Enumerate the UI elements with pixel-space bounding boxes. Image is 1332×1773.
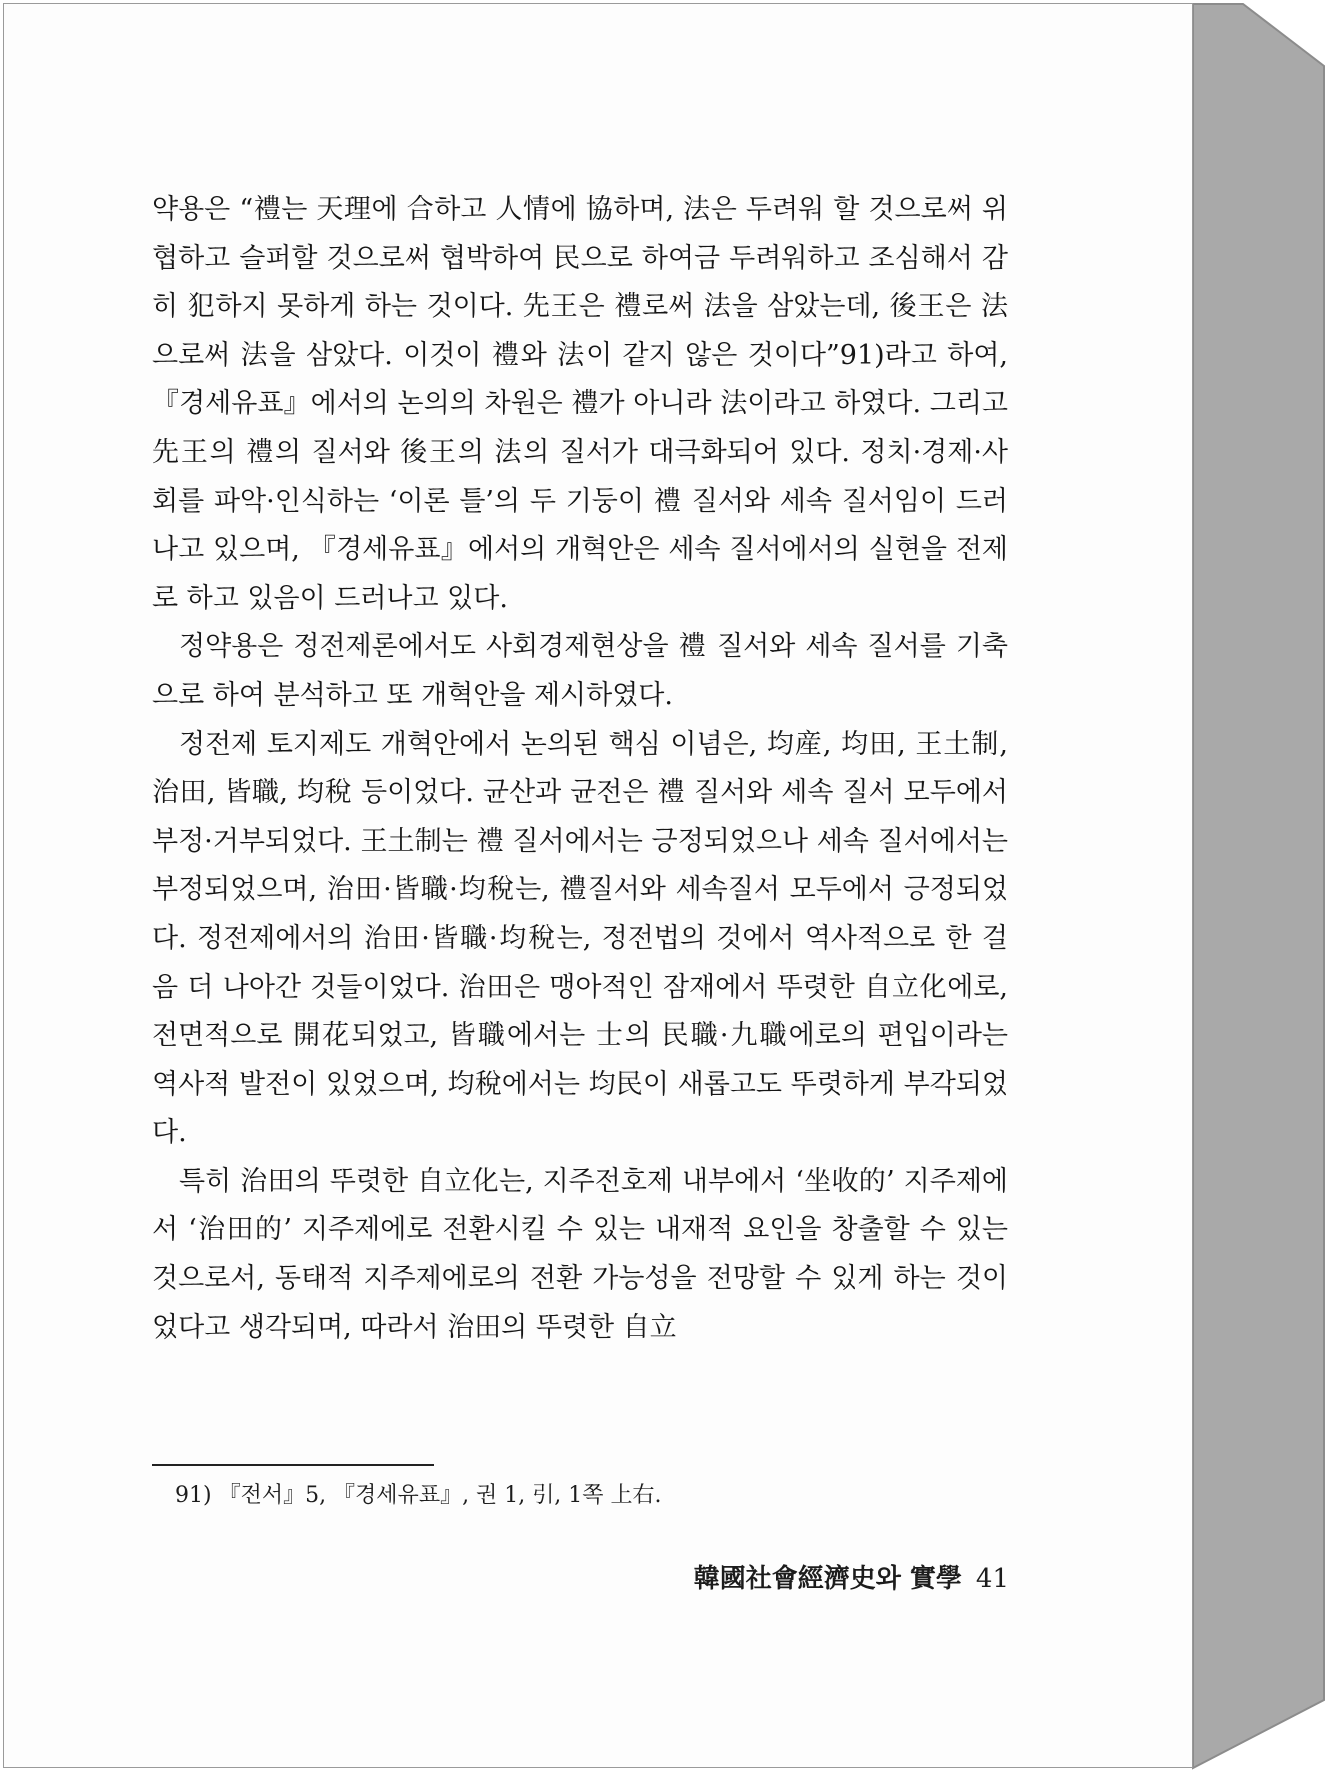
footnote: 91) 『전서』5, 『경세유표』, 권 1, 引, 1쪽 上右.	[175, 1483, 662, 1508]
page-number: 41	[975, 1564, 1009, 1594]
footnote-divider	[152, 1464, 434, 1466]
paragraph-1: 약용은 “禮는 天理에 合하고 人情에 協하며, 法은 두려워 할 것으로써 위협하고 슬퍼할 것으로써 협박하여 民으로 하여금 두려워하고 조심해서 감히 犯하지 못하게 하는 것이다. 先王은 禮로써 法을 삼았는데, 後王은 法으로써 法을 삼았다. 이것이 禮와 法이 같지 않은 것이다”91)라고 하여, 『경세유표』에서의 논의의 차원은 禮가 아니라 法이라고 하였다. 그리고 先王의 禮의 질서와 後王의 法의 질서가 대극화되어 있다. 정치·경제·사회를 파악·인식하는 ‘이론 틀’의 두 기둥이 禮 질서와 세속 질서임이 드러나고 있으며, 『경세유표』에서의 개혁안은 세속 질서에서의 실현을 전제로 하고 있음이 드러나고 있다.	[152, 194, 1008, 614]
paragraph-2: 정약용은 정전제론에서도 사회경제현상을 禮 질서와 세속 질서를 기축으로 하여 분석하고 또 개혁안을 제시하였다.	[152, 631, 1008, 711]
running-footer-title: 韓國社會經濟史와 實學	[693, 1564, 962, 1594]
running-footer	[694, 1558, 1009, 1595]
paragraph-4: 특히 治田의 뚜렷한 自立化는, 지주전호제 내부에서 ‘坐收的’ 지주제에서 ‘治田的’ 지주제에로 전환시킬 수 있는 내재적 요인을 창출할 수 있는 것으로서, 동태적 지주제에로의 전환 가능성을 전망할 수 있게 하는 것이었다고 생각되며, 따라서 治田의 뚜렷한 自立	[152, 1165, 1008, 1343]
paragraph-3: 정전제 토지제도 개혁안에서 논의된 핵심 이념은, 均産, 均田, 王土制, 治田, 皆職, 均稅 등이었다. 균산과 균전은 禮 질서와 세속 질서 모두에서 부정·거부되었다. 王土制는 禮 질서에서는 긍정되었으나 세속 질서에서는 부정되었으며, 治田·皆職·均稅는, 禮질서와 세속질서 모두에서 긍정되었다. 정전제에서의 治田·皆職·均稅는, 정전법의 것에서 역사적으로 한 걸음 더 나아간 것들이었다. 治田은 맹아적인 잠재에서 뚜렷한 自立化에로, 전면적으로 開花되었고, 皆職에서는 士의 民職·九職에로의 편입이라는 역사적 발전이 있었으며, 均稅에서는 均民이 새롭고도 뚜렷하게 부각되었다.	[152, 728, 1008, 1149]
body-text	[152, 186, 1008, 1352]
